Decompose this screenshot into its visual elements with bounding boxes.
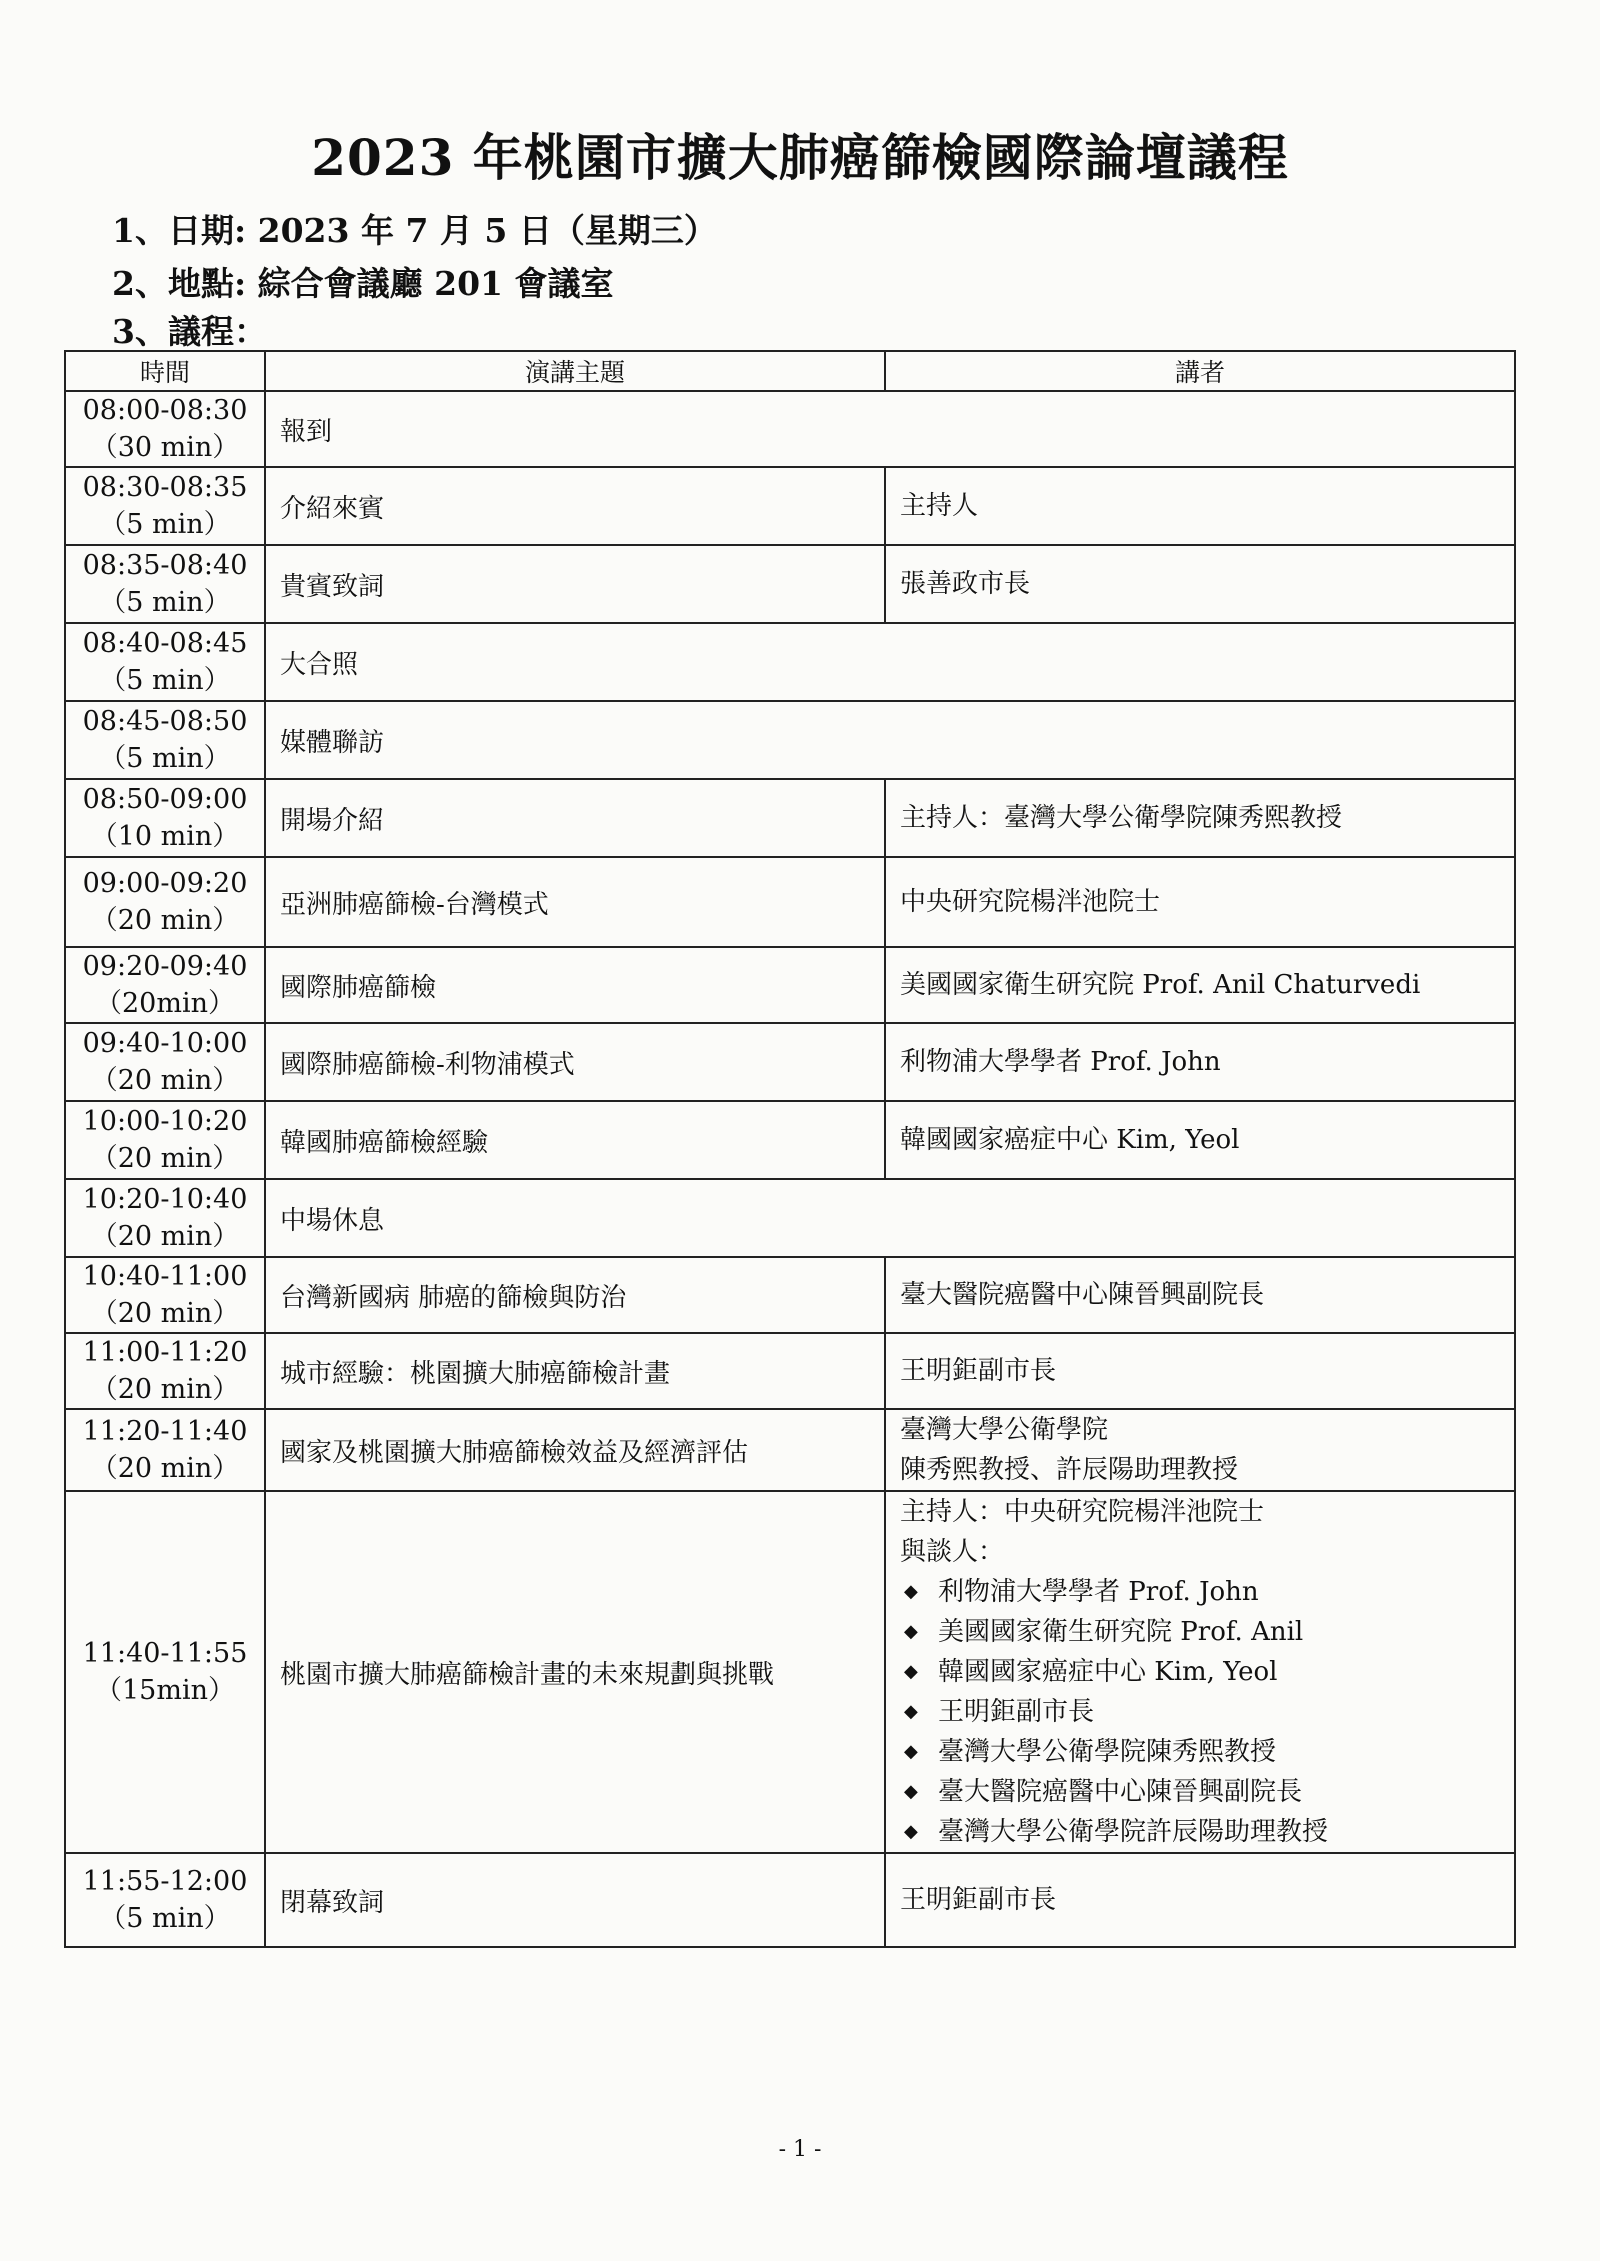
time-cell xyxy=(65,1491,265,1853)
time-duration: （20 min） xyxy=(90,1143,240,1174)
panelist-name: 王明鉅副市長 xyxy=(938,1697,1095,1727)
agenda-row xyxy=(65,623,1515,701)
agenda-row xyxy=(65,1409,1515,1491)
time-range: 09:40-10:00 xyxy=(82,1028,248,1059)
agenda-table xyxy=(64,350,1516,1948)
topic-cell: 城市經驗：桃園擴大肺癌篩檢計畫 xyxy=(265,1333,885,1409)
speaker-cell xyxy=(885,545,1515,623)
panelist-item xyxy=(900,1772,1500,1812)
diamond-bullet-icon: ◆ xyxy=(904,1621,918,1642)
time-range: 10:00-10:20 xyxy=(82,1106,248,1137)
time-cell xyxy=(65,1023,265,1101)
topic-cell: 國家及桃園擴大肺癌篩檢效益及經濟評估 xyxy=(265,1409,885,1491)
time-duration: （20 min） xyxy=(90,1065,240,1096)
speaker-line: 利物浦大學學者 Prof. John xyxy=(900,1047,1221,1077)
speaker-cell xyxy=(885,1409,1515,1491)
header-time: 時間 xyxy=(65,351,265,391)
speaker-cell xyxy=(885,467,1515,545)
agenda-row xyxy=(65,1257,1515,1333)
time-cell xyxy=(65,391,265,467)
panelist-name: 美國國家衛生研究院 Prof. Anil xyxy=(938,1617,1304,1647)
topic-cell: 閉幕致詞 xyxy=(265,1853,885,1947)
time-cell xyxy=(65,1853,265,1947)
speaker-line: 中央研究院楊泮池院士 xyxy=(900,887,1161,917)
time-range: 10:40-11:00 xyxy=(82,1261,248,1292)
diamond-bullet-icon: ◆ xyxy=(904,1661,918,1682)
speaker-line: 主持人：臺灣大學公衛學院陳秀熙教授 xyxy=(900,803,1343,833)
agenda-row xyxy=(65,947,1515,1023)
speaker-line: 陳秀熙教授、許辰陽助理教授 xyxy=(900,1455,1239,1485)
agenda-row xyxy=(65,1853,1515,1947)
agenda-body xyxy=(65,391,1515,1947)
panelist-name: 利物浦大學學者 Prof. John xyxy=(938,1577,1259,1607)
time-range: 11:40-11:55 xyxy=(82,1638,248,1669)
agenda-row xyxy=(65,1333,1515,1409)
time-duration: （5 min） xyxy=(99,1903,231,1934)
time-duration: （30 min） xyxy=(90,432,240,463)
speaker-line: 主持人：中央研究院楊泮池院士 xyxy=(900,1497,1265,1527)
time-cell xyxy=(65,779,265,857)
time-duration: （20min） xyxy=(95,988,235,1019)
time-range: 08:50-09:00 xyxy=(82,784,248,815)
speaker-cell xyxy=(885,1853,1515,1947)
time-range: 09:00-09:20 xyxy=(82,868,248,899)
speaker-cell xyxy=(885,779,1515,857)
time-cell xyxy=(65,1409,265,1491)
agenda-header-row xyxy=(65,351,1515,391)
speaker-line: 張善政市長 xyxy=(900,569,1031,599)
time-cell xyxy=(65,1101,265,1179)
diamond-bullet-icon: ◆ xyxy=(904,1781,918,1802)
time-range: 09:20-09:40 xyxy=(82,951,248,982)
agenda-row xyxy=(65,467,1515,545)
topic-cell: 媒體聯訪 xyxy=(265,701,1515,779)
speaker-line: 與談人： xyxy=(900,1537,1005,1567)
time-cell xyxy=(65,623,265,701)
time-range: 11:20-11:40 xyxy=(82,1416,248,1447)
time-duration: （5 min） xyxy=(99,587,231,618)
time-duration: （5 min） xyxy=(99,509,231,540)
time-duration: （20 min） xyxy=(90,1453,240,1484)
time-duration: （10 min） xyxy=(90,821,240,852)
topic-cell: 亞洲肺癌篩檢-台灣模式 xyxy=(265,857,885,947)
topic-cell: 桃園市擴大肺癌篩檢計畫的未來規劃與挑戰 xyxy=(265,1491,885,1853)
time-duration: （15min） xyxy=(95,1675,235,1706)
info-venue: 2、地點: 綜合會議廳 201 會議室 xyxy=(112,264,614,303)
diamond-bullet-icon: ◆ xyxy=(904,1701,918,1722)
time-cell xyxy=(65,701,265,779)
topic-cell: 介紹來賓 xyxy=(265,467,885,545)
agenda-row xyxy=(65,1491,1515,1853)
time-cell xyxy=(65,545,265,623)
info-agenda-heading: 3、議程： xyxy=(112,312,267,351)
panelist-item xyxy=(900,1572,1500,1612)
speaker-cell xyxy=(885,1257,1515,1333)
speaker-cell xyxy=(885,857,1515,947)
time-range: 08:45-08:50 xyxy=(82,706,248,737)
topic-cell: 報到 xyxy=(265,391,1515,467)
speaker-cell xyxy=(885,947,1515,1023)
time-range: 08:40-08:45 xyxy=(82,628,248,659)
agenda-row xyxy=(65,391,1515,467)
panelist-name: 臺灣大學公衛學院許辰陽助理教授 xyxy=(938,1817,1329,1847)
speaker-line: 臺大醫院癌醫中心陳晉興副院長 xyxy=(900,1280,1265,1310)
speaker-line: 主持人 xyxy=(900,491,979,521)
time-duration: （20 min） xyxy=(90,1298,240,1329)
time-duration: （20 min） xyxy=(90,905,240,936)
time-range: 08:30-08:35 xyxy=(82,472,248,503)
info-date: 1、日期: 2023 年 7 月 5 日（星期三） xyxy=(112,211,717,250)
speaker-line: 王明鉅副市長 xyxy=(900,1885,1057,1915)
panelist-item xyxy=(900,1692,1500,1732)
topic-cell: 貴賓致詞 xyxy=(265,545,885,623)
time-range: 11:55-12:00 xyxy=(82,1866,248,1897)
time-cell xyxy=(65,857,265,947)
time-duration: （20 min） xyxy=(90,1221,240,1252)
time-range: 08:00-08:30 xyxy=(82,395,248,426)
page-number: - 1 - xyxy=(778,2137,822,2162)
time-cell xyxy=(65,467,265,545)
panelist-name: 韓國國家癌症中心 Kim, Yeol xyxy=(938,1657,1278,1687)
diamond-bullet-icon: ◆ xyxy=(904,1821,918,1842)
speaker-cell xyxy=(885,1333,1515,1409)
header-topic: 演講主題 xyxy=(265,351,885,391)
speaker-line: 臺灣大學公衛學院 xyxy=(900,1415,1109,1445)
time-duration: （5 min） xyxy=(99,743,231,774)
topic-cell: 中場休息 xyxy=(265,1179,1515,1257)
speaker-line: 美國國家衛生研究院 Prof. Anil Chaturvedi xyxy=(900,970,1421,1000)
speaker-cell xyxy=(885,1023,1515,1101)
agenda-row xyxy=(65,1179,1515,1257)
time-range: 10:20-10:40 xyxy=(82,1184,248,1215)
time-cell xyxy=(65,1257,265,1333)
time-duration: （20 min） xyxy=(90,1374,240,1405)
time-duration: （5 min） xyxy=(99,665,231,696)
time-cell xyxy=(65,1179,265,1257)
agenda-row xyxy=(65,701,1515,779)
panelist-item xyxy=(900,1812,1500,1852)
topic-cell: 韓國肺癌篩檢經驗 xyxy=(265,1101,885,1179)
speaker-line: 韓國國家癌症中心 Kim, Yeol xyxy=(900,1125,1240,1155)
topic-cell: 台灣新國病 肺癌的篩檢與防治 xyxy=(265,1257,885,1333)
agenda-row xyxy=(65,545,1515,623)
topic-cell: 大合照 xyxy=(265,623,1515,701)
panelist-name: 臺灣大學公衛學院陳秀熙教授 xyxy=(938,1737,1277,1767)
header-speaker: 講者 xyxy=(885,351,1515,391)
topic-cell: 國際肺癌篩檢-利物浦模式 xyxy=(265,1023,885,1101)
panelist-name: 臺大醫院癌醫中心陳晉興副院長 xyxy=(938,1777,1303,1807)
panelist-item xyxy=(900,1612,1500,1652)
topic-cell: 開場介紹 xyxy=(265,779,885,857)
page-title: 2023 年桃園市擴大肺癌篩檢國際論壇議程 xyxy=(311,128,1289,187)
speaker-cell xyxy=(885,1101,1515,1179)
time-range: 08:35-08:40 xyxy=(82,550,248,581)
panelist-item xyxy=(900,1732,1500,1772)
time-cell xyxy=(65,947,265,1023)
time-range: 11:00-11:20 xyxy=(82,1337,248,1368)
agenda-row xyxy=(65,779,1515,857)
speaker-line: 王明鉅副市長 xyxy=(900,1356,1057,1386)
diamond-bullet-icon: ◆ xyxy=(904,1581,918,1602)
speaker-cell xyxy=(885,1491,1515,1853)
agenda-row xyxy=(65,1023,1515,1101)
agenda-row xyxy=(65,1101,1515,1179)
panelist-item xyxy=(900,1652,1500,1692)
diamond-bullet-icon: ◆ xyxy=(904,1741,918,1762)
time-cell xyxy=(65,1333,265,1409)
topic-cell: 國際肺癌篩檢 xyxy=(265,947,885,1023)
agenda-row xyxy=(65,857,1515,947)
